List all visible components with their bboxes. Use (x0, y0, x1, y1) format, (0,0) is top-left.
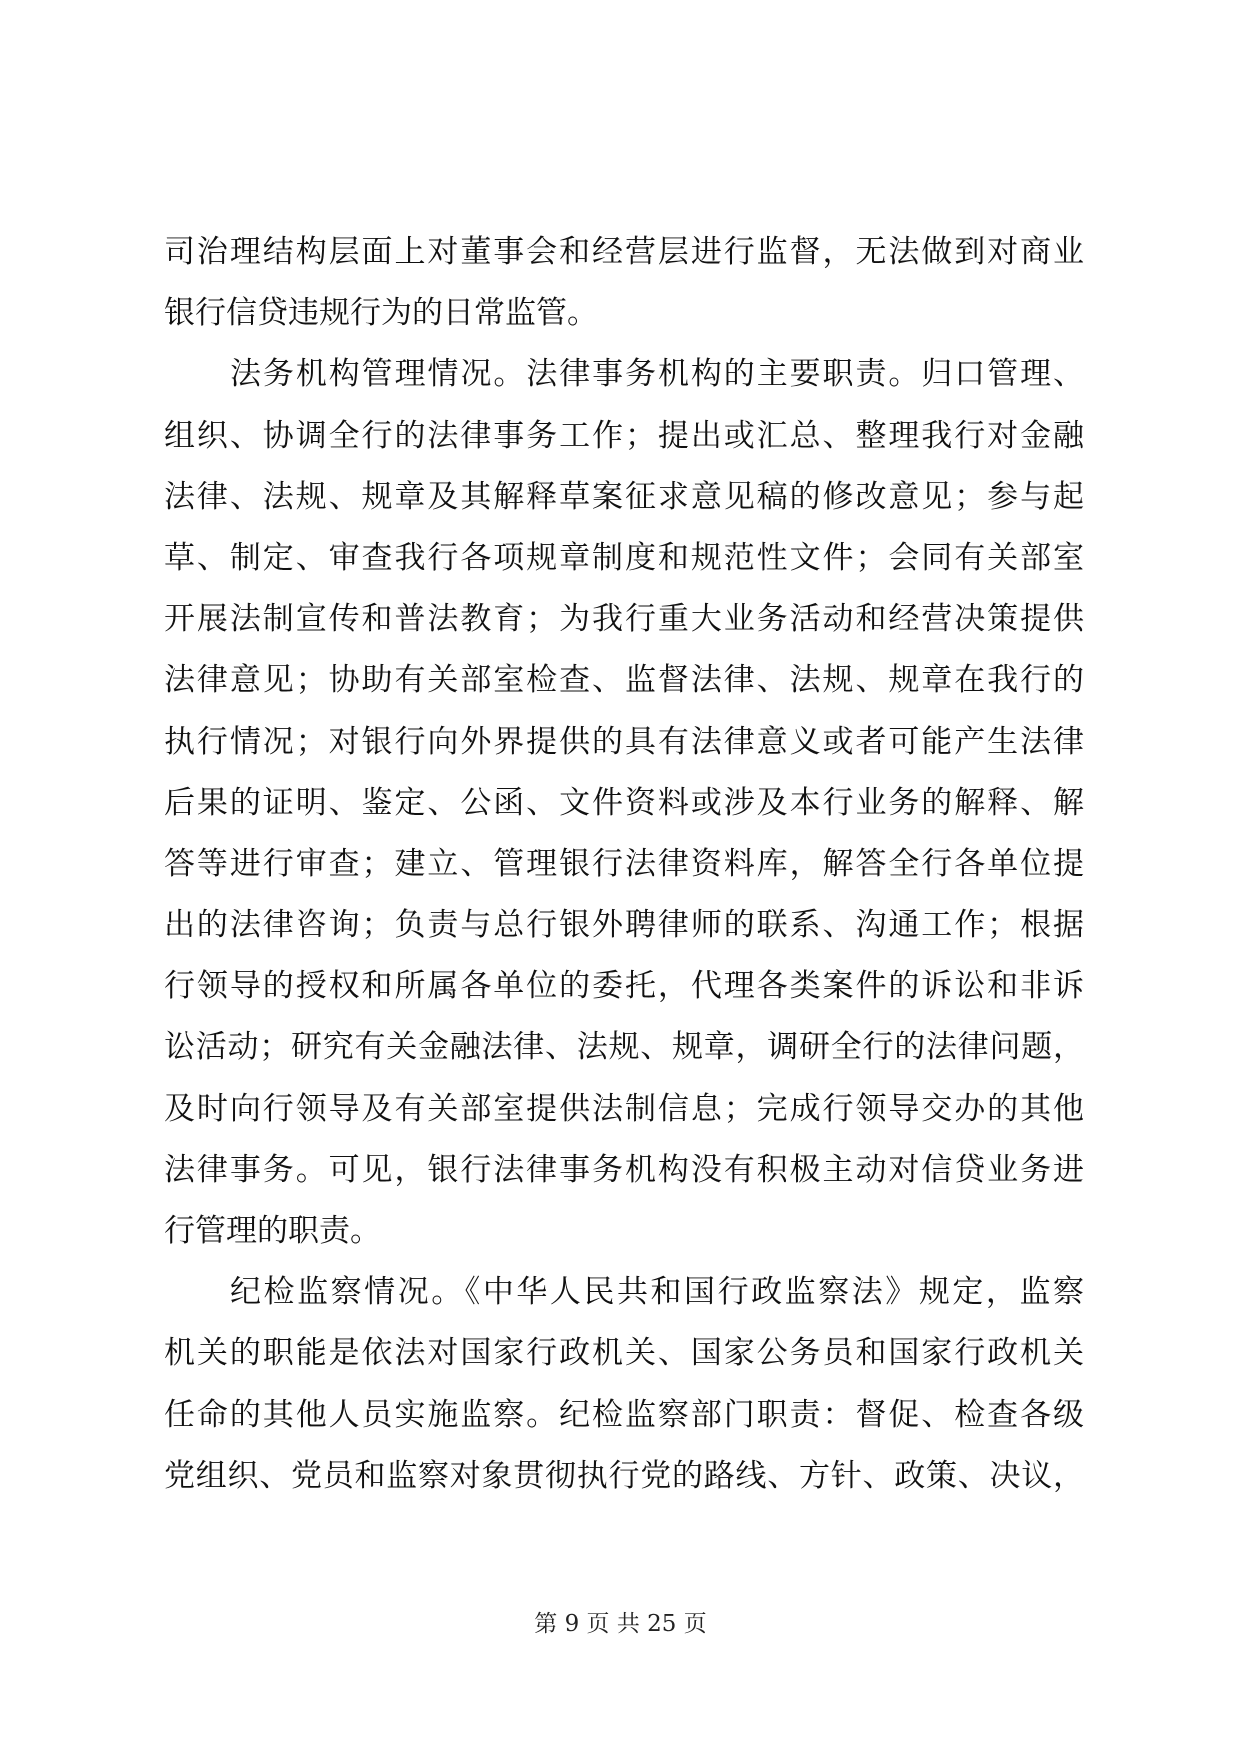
text-line: 草、制定、审查我行各项规章制度和规范性文件；会同有关部室 (164, 539, 1084, 576)
text-line: 党组织、党员和监察对象贯彻执行党的路线、方针、政策、决议， (164, 1457, 1084, 1494)
text-line: 出的法律咨询；负责与总行银外聘律师的联系、沟通工作；根据 (164, 907, 1084, 944)
text-line: 机关的职能是依法对国家行政机关、国家公务员和国家行政机关 (164, 1335, 1084, 1372)
text-line: 组织、协调全行的法律事务工作；提出或汇总、整理我行对金融 (164, 417, 1084, 454)
text-line: 法律、法规、规章及其解释草案征求意见稿的修改意见；参与起 (164, 478, 1084, 515)
text-line: 行领导的授权和所属各单位的委托，代理各类案件的诉讼和非诉 (164, 968, 1084, 1005)
text-line: 法律事务。可见，银行法律事务机构没有积极主动对信贷业务进 (164, 1151, 1084, 1188)
text-line: 银行信贷违规行为的日常监管。 (164, 295, 598, 332)
text-line: 行管理的职责。 (164, 1213, 381, 1249)
text-line: 开展法制宣传和普法教育；为我行重大业务活动和经营决策提供 (164, 601, 1084, 638)
paragraph-first-line: 法务机构管理情况。法律事务机构的主要职责。归口管理、 (230, 356, 1084, 393)
text-line: 法律意见；协助有关部室检查、监督法律、法规、规章在我行的 (164, 662, 1084, 699)
text-line: 执行情况；对银行向外界提供的具有法律意义或者可能产生法律 (164, 723, 1084, 760)
text-line: 及时向行领导及有关部室提供法制信息；完成行领导交办的其他 (164, 1090, 1084, 1127)
body-text (164, 222, 1084, 1507)
text-line: 答等进行审查；建立、管理银行法律资料库，解答全行各单位提 (164, 845, 1084, 882)
page-number-footer: 第 9 页 共 25 页 (534, 1611, 707, 1637)
text-line: 后果的证明、鉴定、公函、文件资料或涉及本行业务的解释、解 (164, 784, 1084, 821)
text-line: 司治理结构层面上对董事会和经营层进行监督，无法做到对商业 (164, 234, 1084, 270)
text-line: 讼活动；研究有关金融法律、法规、规章，调研全行的法律问题， (164, 1029, 1084, 1066)
paragraph-first-line: 纪检监察情况。《中华人民共和国行政监察法》规定，监察 (230, 1274, 1084, 1311)
text-line: 任命的其他人员实施监察。纪检监察部门职责：督促、检查各级 (164, 1396, 1084, 1433)
